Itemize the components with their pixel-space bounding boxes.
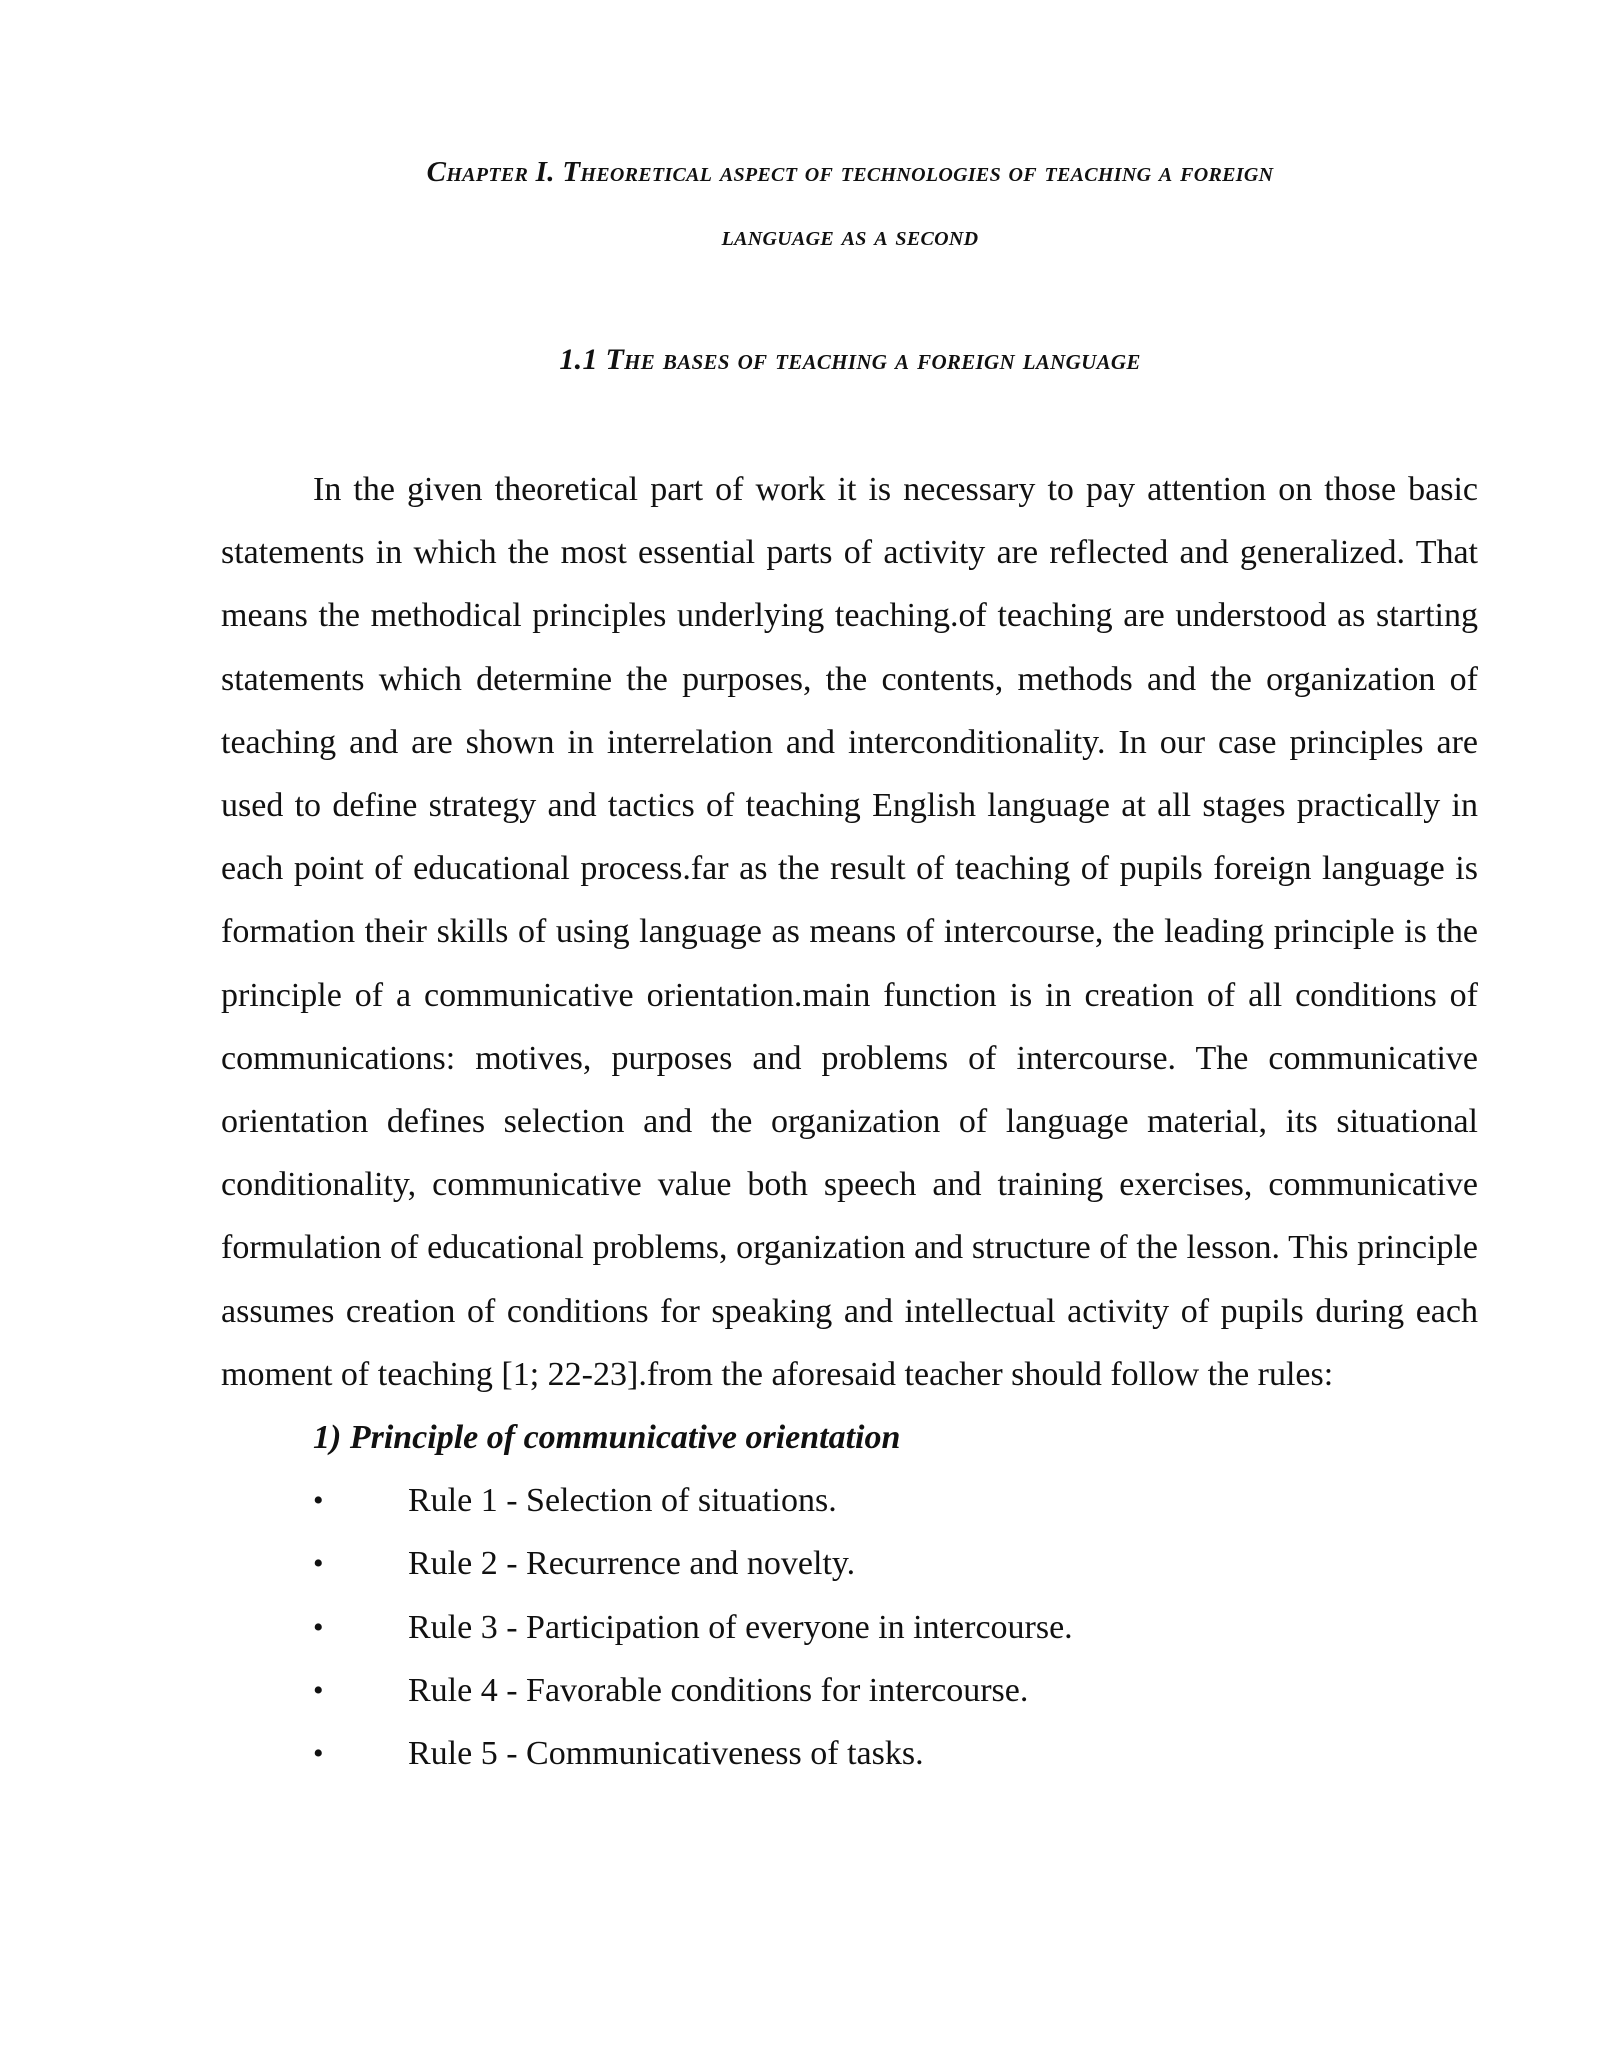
rule-text: Rule 2 - Recurrence and novelty.	[408, 1545, 856, 1583]
bullet-icon: •	[313, 1673, 324, 1707]
bullet-icon: •	[313, 1610, 324, 1644]
list-item	[221, 1659, 1478, 1722]
list-item	[221, 1722, 1478, 1785]
principle-heading: 1) Principle of communicative orientation	[313, 1419, 901, 1457]
chapter-title-line-1: Chapter I. Theoretical aspect of technologies of teaching a foreign	[426, 156, 1274, 188]
bullet-icon: •	[313, 1737, 324, 1771]
list-item	[221, 1469, 1478, 1532]
section-title: 1.1 The bases of teaching a foreign language	[559, 343, 1141, 376]
rules-list	[221, 1469, 1478, 1785]
rule-text: Rule 1 - Selection of situations.	[408, 1482, 837, 1520]
body-paragraph: In the given theoretical part of work it is necessary to pay attention on those basic statements in which the most essential parts of activity are reflected and generalized. That means the methodical principles underlying teaching.of teaching are understood as starting statements which determine the purposes, the contents, methods and the organization of teaching and are shown in interrelation and interconditionality. In our case principles are used to define strategy and tactics of teaching English language at all stages practically in each point of educational process.far as the result of teaching of pupils foreign language is formation their skills of using language as means of intercourse, the leading principle is the principle of a communicative orientation.main function is in creation of all conditions of communications: motives, purposes and problems of intercourse. The communicative orientation defines selection and the organization of language material, its situational conditionality, communicative value both speech and training exercises, communicative formulation of educational problems, organization and structure of the lesson. This principle assumes creation of conditions for speaking and intellectual activity of pupils during each moment of teaching [1; 22-23].from the aforesaid teacher should follow the rules:	[221, 471, 1478, 1393]
chapter-title-line-2: language as a second	[721, 220, 979, 252]
rule-text: Rule 5 - Communicativeness of tasks.	[408, 1735, 924, 1773]
rule-text: Rule 4 - Favorable conditions for intercourse.	[408, 1671, 1029, 1709]
bullet-icon: •	[313, 1547, 324, 1581]
document-body	[221, 458, 1478, 1785]
list-item	[221, 1532, 1478, 1595]
chapter-title	[220, 140, 1480, 268]
list-item	[221, 1596, 1478, 1659]
rule-text: Rule 3 - Participation of everyone in intercourse.	[408, 1608, 1073, 1646]
bullet-icon: •	[313, 1484, 324, 1518]
